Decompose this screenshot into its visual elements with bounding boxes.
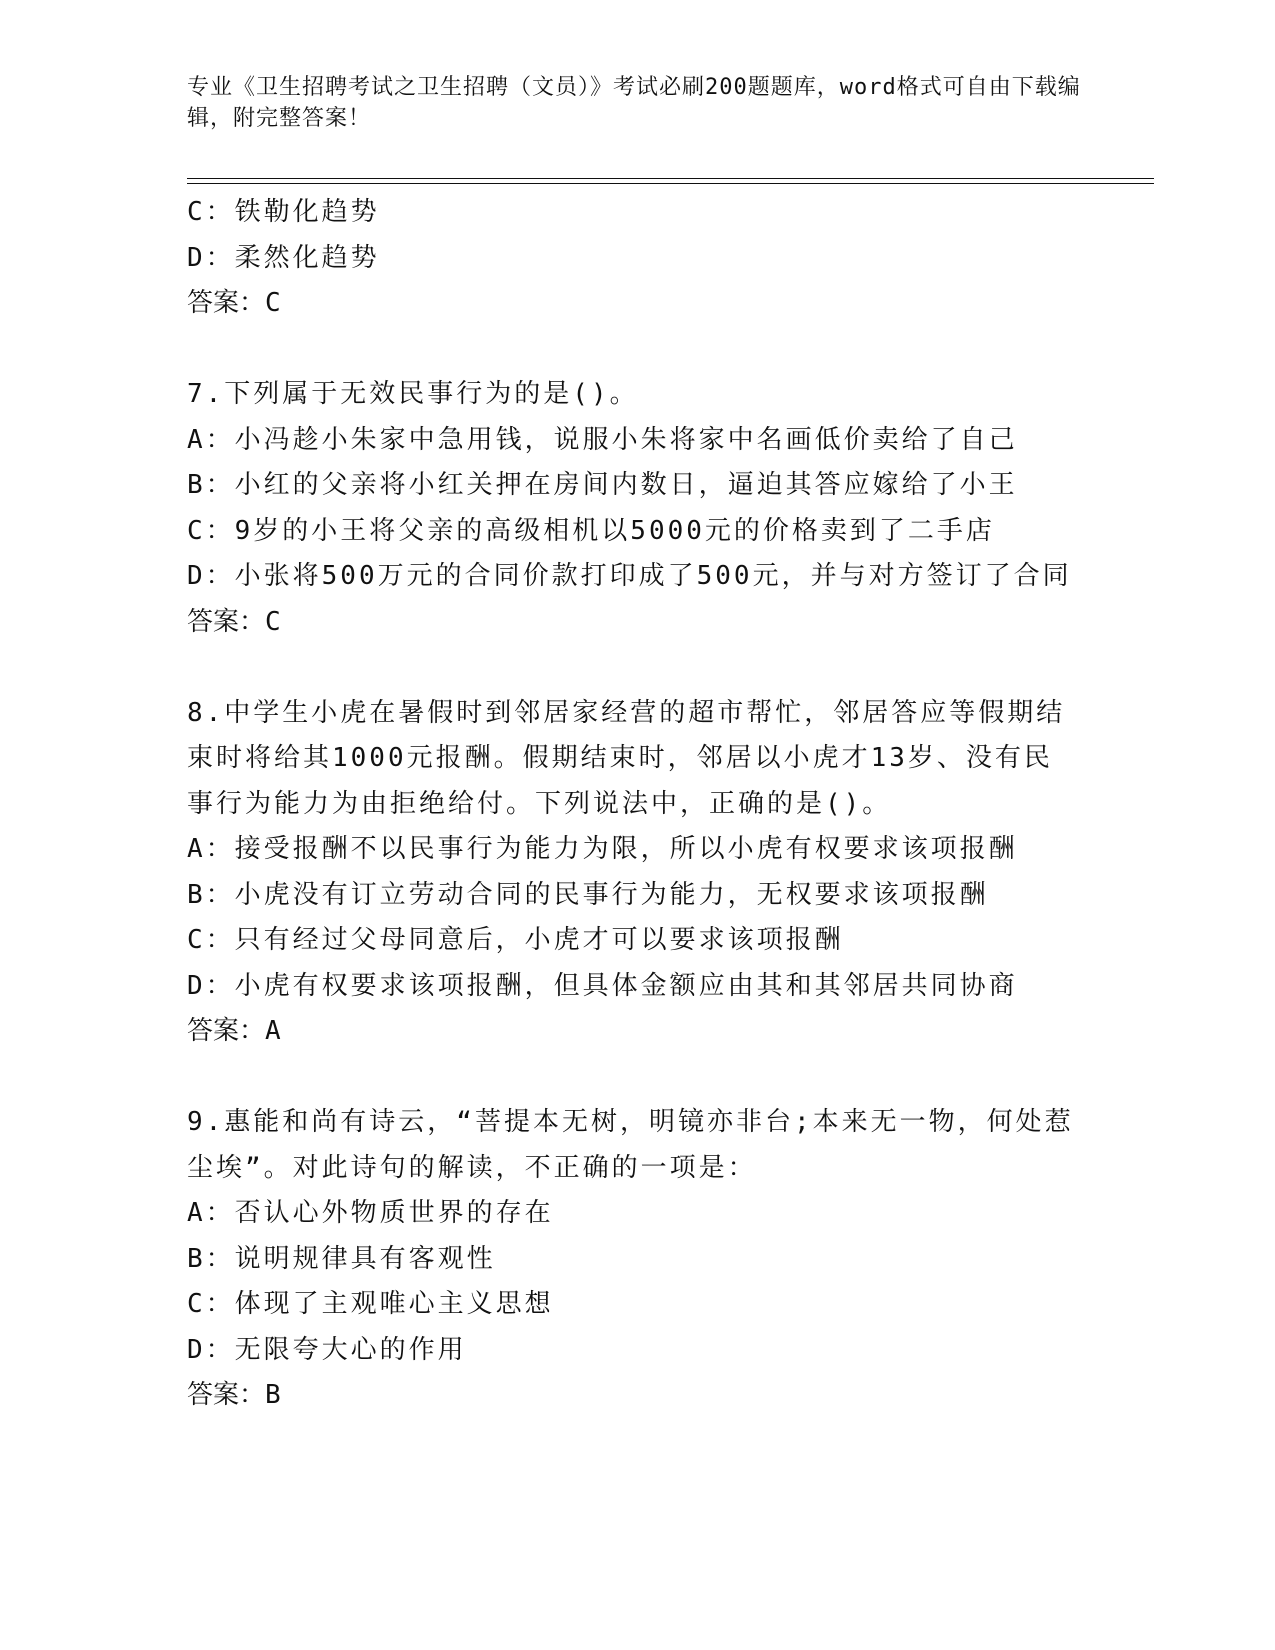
question-8 — [187, 691, 1087, 1055]
option-d: D：小虎有权要求该项报酬，但具体金额应由其和其邻居共同协商 — [187, 970, 1018, 1001]
header-rule-bottom — [187, 183, 1154, 184]
option-a: A：接受报酬不以民事行为能力为限，所以小虎有权要求该项报酬 — [187, 834, 1018, 864]
option-b: B：小虎没有订立劳动合同的民事行为能力，无权要求该项报酬 — [187, 879, 989, 910]
option-d: D：小张将500万元的合同价款打印成了500元，并与对方签订了合同 — [187, 561, 1072, 591]
option-a: A：小冯趁小朱家中急用钱，说服小朱将家中名画低价卖给了自己 — [187, 424, 1018, 455]
answer: 答案：C — [187, 606, 281, 637]
question-9 — [187, 1100, 1087, 1419]
option-d: D：柔然化趋势 — [187, 242, 380, 273]
header-rule-top — [187, 178, 1154, 179]
question-stem-line-2: 尘埃”。对此诗句的解读，不正确的一项是： — [187, 1152, 757, 1183]
answer: 答案：A — [187, 1016, 281, 1046]
question-list — [187, 190, 1087, 1419]
answer: 答案：C — [187, 288, 281, 318]
question-stem-line-2: 束时将给其1000元报酬。假期结束时，邻居以小虎才13岁、没有民 — [187, 743, 1053, 773]
option-a: A：否认心外物质世界的存在 — [187, 1198, 554, 1228]
option-c: C：只有经过父母同意后，小虎才可以要求该项报酬 — [187, 925, 844, 955]
question-7 — [187, 372, 1087, 645]
option-c: C：9岁的小王将父亲的高级相机以5000元的价格卖到了二手店 — [187, 515, 995, 546]
document-header: 专业《卫生招聘考试之卫生招聘（文员）》考试必刷200题题库，word格式可自由下载编辑，附完整答案！ — [187, 75, 1081, 131]
option-c: C：铁勒化趋势 — [187, 197, 380, 227]
option-b: B：说明规律具有客观性 — [187, 1243, 496, 1274]
option-b: B：小红的父亲将小红关押在房间内数日，逼迫其答应嫁给了小王 — [187, 470, 1018, 500]
question-stem: 7.下列属于无效民事行为的是()。 — [187, 379, 639, 409]
answer: 答案：B — [187, 1380, 281, 1410]
option-d: D：无限夸大心的作用 — [187, 1334, 467, 1365]
question-stem-line-3: 事行为能力为由拒绝给付。下列说法中，正确的是()。 — [187, 788, 892, 819]
question-6-tail — [187, 190, 1087, 327]
option-c: C：体现了主观唯心主义思想 — [187, 1289, 554, 1319]
question-stem-line-1: 8.中学生小虎在暑假时到邻居家经营的超市帮忙，邻居答应等假期结 — [187, 697, 1066, 728]
question-stem-line-1: 9.惠能和尚有诗云，“菩提本无树，明镜亦非台;本来无一物，何处惹 — [187, 1107, 1074, 1137]
